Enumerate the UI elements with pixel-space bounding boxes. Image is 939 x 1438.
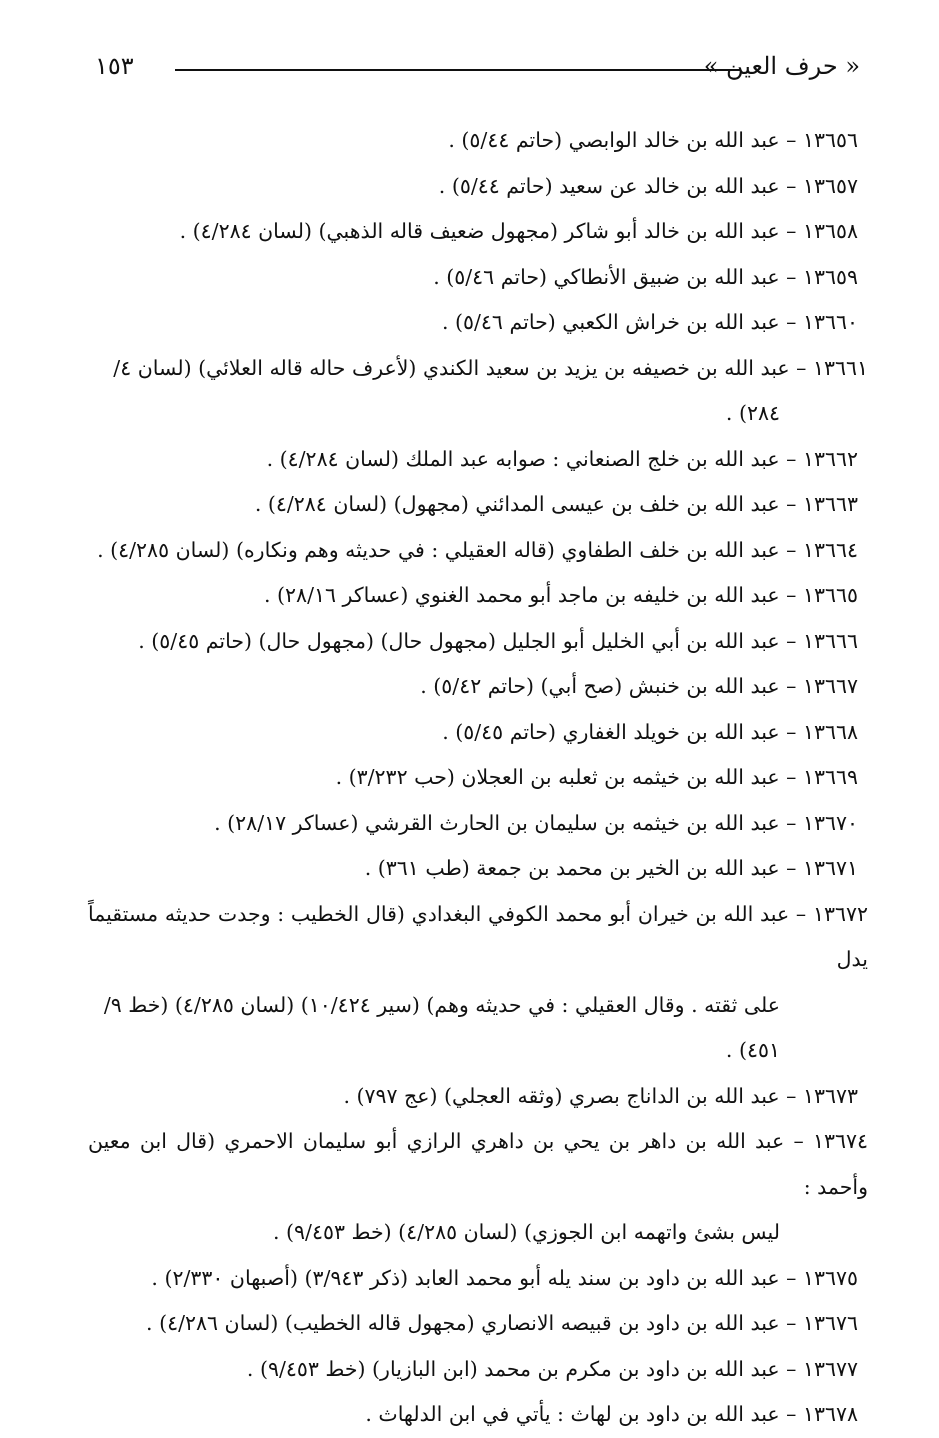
entry-13666: ١٣٦٦٦ – عبد الله بن أبي الخليل أبو الجليل (مجهول حال) (مجهول حال) (حاتم ٥/٤٥) . <box>138 628 858 653</box>
entry-13665: ١٣٦٦٥ – عبد الله بن خليفه بن ماجد أبو محمد الغنوي (عساكر ٢٨/١٦) . <box>264 583 858 607</box>
entry-13660: ١٣٦٦٠ – عبد الله بن خراش الكعبي (حاتم ٥/٤٦) . <box>441 310 858 334</box>
page-number: ١٥٣ <box>95 52 134 80</box>
header-rule <box>175 69 740 71</box>
entry-13674 <box>88 1119 868 1256</box>
entry-13678: ١٣٦٧٨ – عبد الله بن داود بن لهاث : يأتي في ابن الدلهاث . <box>365 1402 858 1426</box>
entry-13661-line-1: ١٣٦٦١ – عبد الله بن خصيفه بن يزيد بن سعيد الكندي (لأعرف حاله قاله العلائي) (لسان ٤/ <box>113 355 868 380</box>
entry-13663: ١٣٦٦٣ – عبد الله بن خلف بن عيسى المدائني (مجهول) (لسان ٤/٢٨٤) . <box>254 492 858 516</box>
entry-13672-line-1: ١٣٦٧٢ – عبد الله بن خيران أبو محمد الكوفي البغدادي (قال الخطيب : وجدت حديثه مستقيماً يدل <box>88 901 868 971</box>
entry-13672 <box>88 892 868 1074</box>
entry-13662: ١٣٦٦٢ – عبد الله بن خلج الصنعاني : صوابه عبد الملك (لسان ٤/٢٨٤) . <box>266 446 858 471</box>
entry-13677: ١٣٦٧٧ – عبد الله بن داود بن مكرم بن محمد (ابن البازيار) (خط ٩/٤٥٣) . <box>246 1356 858 1381</box>
entry-13673: ١٣٦٧٣ – عبد الله بن الداناج بصري (وثقه العجلي) (عج ٧٩٧) . <box>343 1083 858 1108</box>
entry-13659: ١٣٦٥٩ – عبد الله بن ضبيق الأنطاكي (حاتم ٥/٤٦) . <box>433 264 858 289</box>
page-header <box>95 52 860 88</box>
entry-13661 <box>88 346 868 437</box>
entry-13674-line-1: ١٣٦٧٤ – عبد الله بن داهر بن يحي بن داهري الرازي أبو سليمان الاحمري (قال ابن معين وأحمد : <box>88 1129 868 1199</box>
entry-13670: ١٣٦٧٠ – عبد الله بن خيثمه بن سليمان بن الحارث القرشي (عساكر ٢٨/١٧) . <box>214 810 858 835</box>
entry-13676: ١٣٦٧٦ – عبد الله بن داود بن قبيصه الانصاري (مجهول قاله الخطيب) (لسان ٤/٢٨٦) . <box>146 1311 858 1335</box>
entry-13674-line-2: ليس بشئ واتهمه ابن الجوزي) (لسان ٤/٢٨٥) (خط ٩/٤٥٣) . <box>273 1220 780 1244</box>
chapter-title: « حرف العين » <box>703 52 860 80</box>
entry-13667: ١٣٦٦٧ – عبد الله بن خنبش (صح أبي) (حاتم ٥/٤٢) . <box>420 674 858 698</box>
entry-13668: ١٣٦٦٨ – عبد الله بن خويلد الغفاري (حاتم ٥/٤٥) . <box>442 719 858 744</box>
entry-13657: ١٣٦٥٧ – عبد الله بن خالد عن سعيد (حاتم ٥/٤٤) . <box>438 173 858 198</box>
entry-13656: ١٣٦٥٦ – عبد الله بن خالد الوابصي (حاتم ٥/٤٤) . <box>448 128 858 152</box>
entry-13672-line-2: على ثقته . وقال العقيلي : في حديثه وهم) (سير ١٠/٤٢٤) (لسان ٤/٢٨٥) (خط ٩/ <box>103 992 780 1017</box>
entry-list <box>88 118 868 1438</box>
entry-13669: ١٣٦٦٩ – عبد الله بن خيثمه بن ثعلبه بن العجلان (حب ٣/٢٣٢) . <box>335 765 858 789</box>
entry-13672-line-3: ٤٥١) . <box>725 1038 780 1062</box>
entry-13664: ١٣٦٦٤ – عبد الله بن خلف الطفاوي (قاله العقيلي : في حديثه وهم ونكاره) (لسان ٤/٢٨٥) . <box>97 537 858 562</box>
entry-13675: ١٣٦٧٥ – عبد الله بن داود بن سند يله أبو محمد العابد (ذكر ٣/٩٤٣) (أصبهان ٢/٣٣٠) . <box>151 1265 858 1290</box>
entry-13661-line-2: ٢٨٤) . <box>725 401 780 425</box>
entry-13658: ١٣٦٥٨ – عبد الله بن خالد أبو شاكر (مجهول ضعيف قاله الذهبي) (لسان ٤/٢٨٤) . <box>179 219 858 243</box>
entry-13671: ١٣٦٧١ – عبد الله بن الخير بن محمد بن جمعة (طب ٣٦١) . <box>364 856 858 880</box>
